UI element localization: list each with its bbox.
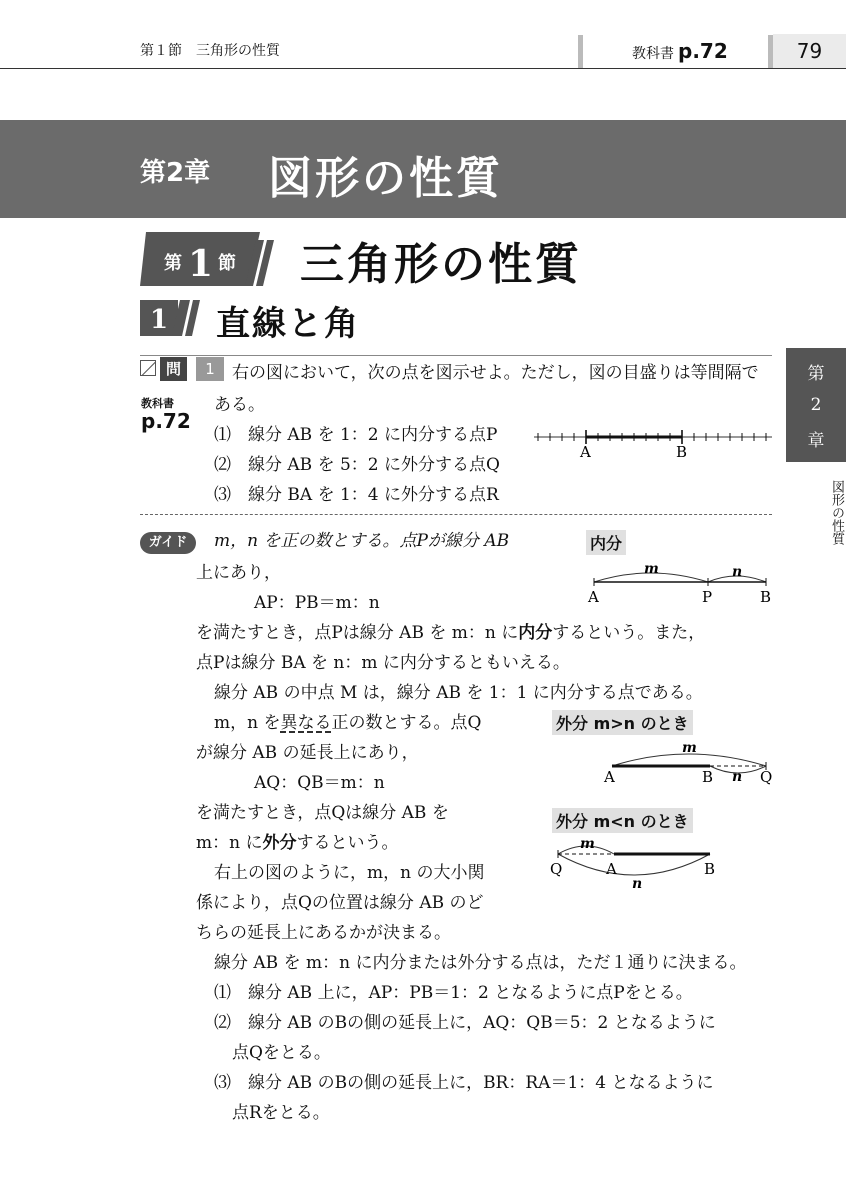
problem-top-rule [140, 355, 772, 356]
figure-label-gaibun-m-lt-n: 外分 m<n のとき [552, 808, 693, 833]
svg-text:n: n [732, 769, 743, 785]
section-label-prefix: 第 [164, 253, 182, 274]
chapter-title: 図形の性質 [268, 153, 503, 204]
figure-gaibun-m-lt-n [548, 834, 728, 894]
textbook-page: p.72 [141, 409, 191, 433]
problem-text: ある。 [214, 395, 265, 415]
guide-line: m，n を正の数とする。点Pが線分 AB [214, 531, 510, 551]
guide-line: m，n を異なる正の数とする。点Q [214, 713, 482, 733]
textbook-page: p.72 [678, 39, 728, 63]
checkbox-icon[interactable] [140, 360, 156, 376]
term-gaibun: 外分 [262, 833, 297, 853]
side-tab-char: 2 [810, 394, 822, 415]
guide-line: を満たすとき，点Pは線分 AB を m：n に内分するという。また， [196, 623, 706, 643]
guide-line: 点Pは線分 BA を n：m に内分するともいえる。 [196, 653, 570, 673]
guide-line: が線分 AB の延長上にあり， [196, 743, 419, 763]
side-tab-char: 第 [807, 364, 825, 385]
term-naibun: 内分 [518, 623, 553, 643]
guide-step: ⑴ 線分 AB 上に，AP：PB＝1：2 となるように点Pをとる。 [214, 983, 693, 1003]
section-badge [140, 232, 274, 286]
svg-text:n: n [732, 564, 743, 580]
point-a-label: A [580, 443, 591, 461]
problem-scale-figure [528, 424, 778, 464]
page-number: 79 [773, 34, 846, 68]
textbook-label: 教科書 [141, 397, 174, 410]
section-label-suffix: 節 [218, 253, 236, 274]
svg-text:n: n [632, 876, 643, 892]
problem-text: 右の図において，次の点を図示せよ。ただし，図の目盛りは等間隔で [232, 363, 759, 383]
guide-badge: ガイド [140, 532, 196, 554]
subsection-title: 直線と角 [216, 304, 360, 344]
figure-label-naibun: 内分 [586, 530, 626, 555]
underlined-term: 異なる [280, 713, 332, 733]
figure-naibun [580, 556, 780, 608]
guide-formula: AQ：QB＝m：n [254, 773, 385, 793]
subsection-number: 1 [150, 305, 169, 335]
svg-text:m: m [580, 836, 595, 852]
guide-line: 線分 AB の中点 M は，線分 AB を 1：1 に内分する点である。 [214, 683, 703, 703]
header-rule [0, 68, 846, 69]
svg-text:B: B [702, 768, 714, 786]
figure-gaibun-m-gt-n [600, 736, 790, 790]
subsection-badge [140, 300, 206, 336]
chapter-side-tab [786, 348, 846, 462]
section-title: 三角形の性質 [300, 239, 582, 290]
figure-label-gaibun-m-gt-n: 外分 m>n のとき [552, 710, 693, 735]
svg-text:P: P [702, 588, 713, 606]
svg-text:B: B [704, 860, 716, 878]
running-header-section: 第１節 三角形の性質 [140, 43, 280, 59]
guide-line: を満たすとき，点Qは線分 AB を [196, 803, 449, 823]
guide-step: 点Rをとる。 [232, 1103, 330, 1123]
svg-text:m: m [682, 740, 697, 756]
point-b-label: B [676, 443, 688, 461]
problem-label: 問 [160, 357, 187, 381]
svg-text:Q: Q [550, 860, 563, 878]
textbook-ref [141, 398, 191, 432]
header-divider [578, 35, 583, 69]
svg-text:A: A [588, 588, 599, 606]
problem-item: ⑵ 線分 AB を 5：2 に外分する点Q [214, 455, 500, 475]
problem-item: ⑶ 線分 BA を 1：4 に外分する点R [214, 485, 499, 505]
problem-number: 1 [196, 357, 224, 381]
svg-text:A: A [604, 768, 615, 786]
guide-line: m：n に外分するという。 [196, 833, 399, 853]
svg-text:Q: Q [760, 768, 773, 786]
svg-text:A: A [606, 860, 617, 878]
textbook-label: 教科書 [632, 46, 674, 62]
guide-line: 上にあり， [196, 563, 281, 583]
guide-line: 係により，点Qの位置は線分 AB のど [196, 893, 484, 913]
guide-formula: AP：PB＝m：n [254, 593, 380, 613]
guide-line: 線分 AB を m：n に内分または外分する点は，ただ１通りに決まる。 [214, 953, 747, 973]
problem-item: ⑴ 線分 AB を 1：2 に内分する点P [214, 425, 498, 445]
running-header-textbook-ref [632, 39, 728, 63]
side-tab-subtitle: 図形の性質 [829, 479, 844, 545]
side-tab-char: 章 [807, 430, 825, 451]
guide-step: 点Qをとる。 [232, 1043, 331, 1063]
svg-text:B: B [760, 588, 772, 606]
guide-step: ⑶ 線分 AB のBの側の延長上に，BR：RA＝1：4 となるように [214, 1073, 714, 1093]
guide-step: ⑵ 線分 AB のBの側の延長上に，AQ：QB＝5：2 となるように [214, 1013, 716, 1033]
section-number: 1 [188, 243, 214, 285]
svg-text:m: m [644, 561, 659, 577]
guide-line: 右上の図のように，m，n の大小関 [214, 863, 485, 883]
chapter-number: 第2章 [140, 158, 211, 188]
problem-divider [140, 514, 772, 515]
guide-line: ちらの延長上にあるかが決まる。 [196, 923, 451, 943]
